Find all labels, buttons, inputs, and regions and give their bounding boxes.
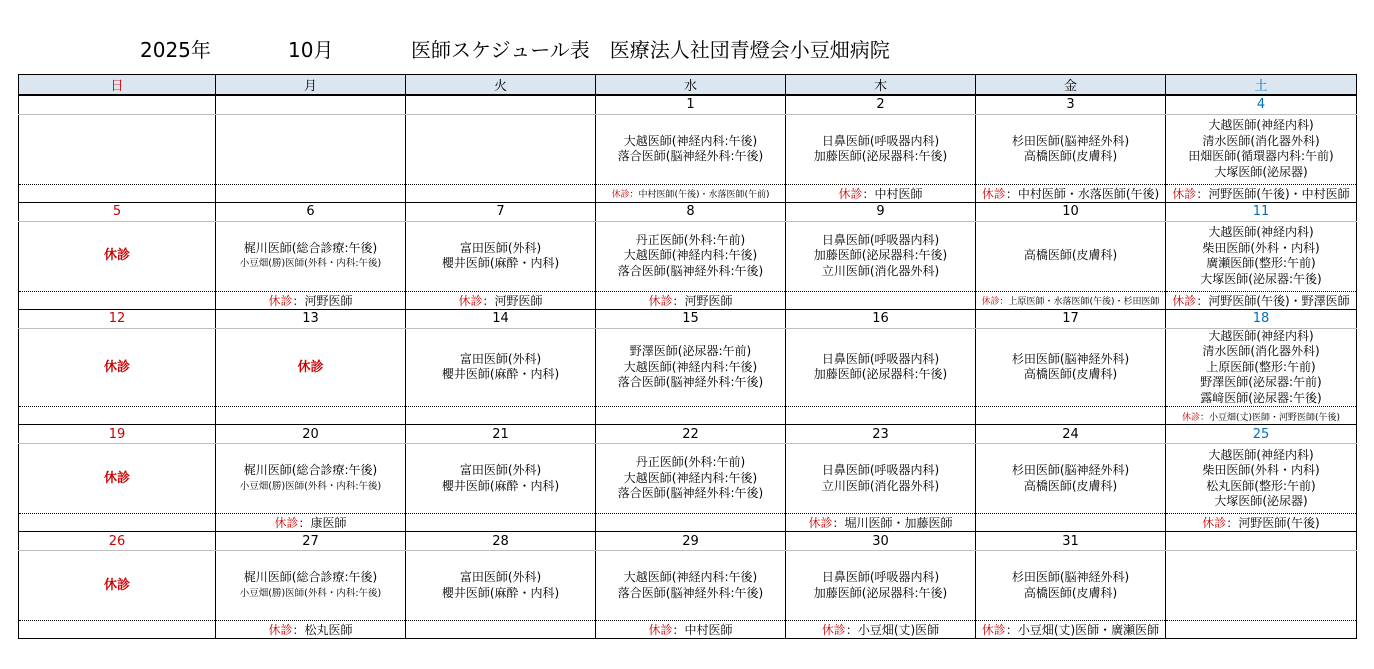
doctor-entry: 柴田医師(外科・内科) xyxy=(1202,240,1320,255)
rest-cell xyxy=(19,514,216,532)
schedule-cell xyxy=(216,328,406,407)
weekday-header: 火 xyxy=(406,75,596,96)
doctor-entry: 廣瀬医師(整形:午前) xyxy=(1206,256,1316,270)
rest-cell xyxy=(216,291,406,309)
rest-doctors: ：上原医師・水落医師(午後)・杉田医師 xyxy=(999,297,1160,307)
doctor-entry: 日鼻医師(呼吸器内科) xyxy=(821,463,940,477)
schedule-cell xyxy=(596,221,786,291)
rest-prefix: 休診 xyxy=(981,186,1006,201)
doctor-entry: 加藤医師(泌尿器科:午後) xyxy=(813,367,948,382)
doctor-entry: 小豆畑(勝)医師(外科・内科:午後) xyxy=(239,258,382,269)
doctor-entry: 露﨑医師(泌尿器:午後) xyxy=(1200,390,1322,405)
doctor-entry: 清水医師(消化器外科) xyxy=(1202,133,1320,148)
weekday-header: 水 xyxy=(596,75,786,96)
schedule-cell xyxy=(406,221,596,291)
date-number: 31 xyxy=(976,532,1166,551)
doctor-entry: 高橋医師(皮膚科) xyxy=(1023,585,1118,600)
schedule-cell xyxy=(406,328,596,407)
schedule-cell xyxy=(786,551,976,621)
closed-label: 休診 xyxy=(297,359,324,375)
closed-label: 休診 xyxy=(103,359,130,375)
doctor-entry: 丹正医師(外科:午前) xyxy=(635,455,746,470)
date-number: 11 xyxy=(1166,202,1357,221)
weekday-header: 月 xyxy=(216,75,406,96)
date-row xyxy=(19,425,1357,444)
doctor-entry: 加藤医師(泌尿器科:午後) xyxy=(813,585,948,600)
doctor-entry: 杉田医師(脳神経外科) xyxy=(1011,570,1130,584)
doctor-entry: 杉田医師(脳神経外科) xyxy=(1011,463,1130,477)
rest-prefix: 休診 xyxy=(1172,293,1197,308)
doctor-entry: 大越医師(神経内科:午後) xyxy=(623,133,758,148)
rest-prefix: 休診 xyxy=(268,623,293,637)
date-number: 7 xyxy=(406,202,596,221)
schedule-row xyxy=(19,114,1357,184)
doctor-entry: 落合医師(脳神経外科:午後) xyxy=(617,263,764,278)
schedule-row xyxy=(19,221,1357,291)
date-number: 18 xyxy=(1166,309,1357,328)
date-number: 30 xyxy=(786,532,976,551)
schedule-cell xyxy=(1166,444,1357,514)
rest-cell xyxy=(19,621,216,639)
rest-row xyxy=(19,621,1357,639)
date-number: 16 xyxy=(786,309,976,328)
doctor-entry: 大越医師(神経内科) xyxy=(1208,118,1314,132)
closed-label: 休診 xyxy=(103,248,130,264)
rest-prefix: 休診 xyxy=(821,623,846,637)
doctor-entry: 落合医師(脳神経外科:午後) xyxy=(617,149,764,163)
schedule-cell xyxy=(19,221,216,291)
calendar-body xyxy=(19,75,1357,639)
date-number: 27 xyxy=(216,532,406,551)
date-number: 15 xyxy=(596,309,786,328)
doctor-entry: 大越医師(神経内科) xyxy=(1208,447,1314,462)
date-number: 21 xyxy=(406,425,596,444)
rest-doctors: ：中村医師 xyxy=(672,623,733,637)
rest-cell xyxy=(406,514,596,532)
date-number: 23 xyxy=(786,425,976,444)
weekday-header: 木 xyxy=(786,75,976,96)
doctor-entry: 高橋医師(皮膚科) xyxy=(1023,478,1118,493)
rest-prefix: 休診 xyxy=(648,293,673,308)
doctor-entry: 日鼻医師(呼吸器内科) xyxy=(821,570,940,584)
date-number: 10 xyxy=(976,202,1166,221)
doctor-entry: 松丸医師(整形:午前) xyxy=(1206,478,1316,493)
rest-prefix: 休診 xyxy=(808,516,833,530)
schedule-cell xyxy=(19,114,216,184)
schedule-cell xyxy=(406,444,596,514)
doctor-entry: 丹正医師(外科:午前) xyxy=(635,232,746,247)
rest-prefix: 休診 xyxy=(611,190,630,200)
schedule-cell xyxy=(1166,114,1357,184)
rest-cell xyxy=(596,407,786,425)
doctor-entry: 富田医師(外科) xyxy=(459,240,542,255)
rest-cell xyxy=(406,291,596,309)
schedule-row xyxy=(19,444,1357,514)
rest-doctors: ：中村医師 xyxy=(862,186,923,201)
rest-cell xyxy=(596,184,786,202)
date-number: 19 xyxy=(19,425,216,444)
schedule-cell xyxy=(786,114,976,184)
rest-row xyxy=(19,514,1357,532)
doctor-entry: 杉田医師(脳神経外科) xyxy=(1011,351,1130,366)
rest-cell xyxy=(406,407,596,425)
rest-doctors: ：中村医師(午後)・水落医師(午前) xyxy=(629,190,770,200)
date-number: 14 xyxy=(406,309,596,328)
date-number: 8 xyxy=(596,202,786,221)
rest-cell xyxy=(19,291,216,309)
weekday-header: 日 xyxy=(19,75,216,96)
rest-prefix: 休診 xyxy=(274,516,299,530)
rest-cell xyxy=(786,291,976,309)
schedule-cell xyxy=(406,114,596,184)
schedule-cell xyxy=(216,114,406,184)
doctor-entry: 柴田医師(外科・内科) xyxy=(1202,463,1320,477)
doctor-entry: 大塚医師(泌尿器) xyxy=(1214,164,1308,179)
schedule-month: 10月 xyxy=(288,38,334,62)
doctor-entry: 櫻井医師(麻酔・内科) xyxy=(441,478,560,493)
date-row xyxy=(19,309,1357,328)
schedule-cell xyxy=(216,551,406,621)
rest-cell xyxy=(976,407,1166,425)
rest-row xyxy=(19,184,1357,202)
date-number: 25 xyxy=(1166,425,1357,444)
rest-cell xyxy=(1166,407,1357,425)
rest-cell xyxy=(216,621,406,639)
doctor-entry: 大塚医師(泌尿器) xyxy=(1214,494,1308,508)
rest-cell xyxy=(786,184,976,202)
schedule-cell xyxy=(786,221,976,291)
rest-cell xyxy=(596,621,786,639)
rest-prefix: 休診 xyxy=(1181,412,1200,423)
schedule-cell xyxy=(596,328,786,407)
date-number: 12 xyxy=(19,309,216,328)
doctor-entry: 大越医師(神経内科:午後) xyxy=(623,570,758,584)
rest-doctors: ：康医師 xyxy=(298,516,347,530)
doctor-entry: 落合医師(脳神経外科:午後) xyxy=(617,375,764,389)
doctor-entry: 立川医師(消化器外科) xyxy=(821,263,940,278)
rest-doctors: ：河野医師 xyxy=(292,293,353,308)
rest-doctors: ：松丸医師 xyxy=(292,623,353,637)
rest-cell xyxy=(976,184,1166,202)
date-number: 1 xyxy=(596,95,786,114)
schedule-cell xyxy=(1166,221,1357,291)
doctor-entry: 大越医師(神経内科:午後) xyxy=(623,470,758,485)
rest-doctors: ：河野医師(午後) xyxy=(1226,516,1320,530)
doctor-entry: 落合医師(脳神経外科:午後) xyxy=(617,486,764,501)
doctor-entry: 高橋医師(皮膚科) xyxy=(1023,248,1118,263)
doctor-entry: 大塚医師(泌尿器:午後) xyxy=(1200,271,1322,286)
date-number xyxy=(1166,532,1357,551)
date-number: 13 xyxy=(216,309,406,328)
doctor-entry: 大越医師(神経内科:午後) xyxy=(623,248,758,263)
rest-prefix: 休診 xyxy=(981,623,1006,637)
rest-cell xyxy=(596,291,786,309)
doctor-entry: 大越医師(神経内科) xyxy=(1208,225,1314,239)
doctor-entry: 日鼻医師(呼吸器内科) xyxy=(821,232,940,247)
date-number: 20 xyxy=(216,425,406,444)
rest-cell xyxy=(596,514,786,532)
schedule-cell xyxy=(976,551,1166,621)
rest-prefix: 休診 xyxy=(1202,516,1227,530)
rest-row xyxy=(19,291,1357,309)
date-number: 5 xyxy=(19,202,216,221)
rest-cell xyxy=(786,621,976,639)
rest-cell xyxy=(216,184,406,202)
rest-cell xyxy=(1166,621,1357,639)
schedule-cell xyxy=(216,444,406,514)
doctor-entry: 富田医師(外科) xyxy=(459,463,542,477)
doctor-entry: 櫻井医師(麻酔・内科) xyxy=(441,256,560,270)
doctor-entry: 立川医師(消化器外科) xyxy=(821,478,940,493)
doctor-entry: 高橋医師(皮膚科) xyxy=(1023,149,1118,163)
date-number: 26 xyxy=(19,532,216,551)
rest-cell xyxy=(406,621,596,639)
rest-doctors: ：小豆畑(丈)医師・廣瀬医師 xyxy=(1005,623,1160,637)
rest-cell xyxy=(786,407,976,425)
rest-doctors: ：中村医師・水落医師(午後) xyxy=(1005,186,1160,201)
schedule-cell xyxy=(976,221,1166,291)
rest-cell xyxy=(216,407,406,425)
date-number xyxy=(406,95,596,114)
date-number xyxy=(216,95,406,114)
date-number: 9 xyxy=(786,202,976,221)
rest-prefix: 休診 xyxy=(1172,186,1197,201)
rest-doctors: ：堀川医師・加藤医師 xyxy=(832,516,953,530)
doctor-entry: 小豆畑(勝)医師(外科・内科:午後) xyxy=(239,587,382,599)
rest-cell xyxy=(216,514,406,532)
schedule-row xyxy=(19,328,1357,407)
schedule-cell xyxy=(1166,551,1357,621)
doctor-entry: 清水医師(消化器外科) xyxy=(1202,344,1320,358)
doctor-entry: 櫻井医師(麻酔・内科) xyxy=(441,367,560,382)
date-number: 3 xyxy=(976,95,1166,114)
rest-cell xyxy=(976,291,1166,309)
doctor-entry: 富田医師(外科) xyxy=(459,570,542,584)
schedule-cell xyxy=(19,551,216,621)
doctor-entry: 杉田医師(脳神経外科) xyxy=(1011,133,1130,148)
schedule-cell xyxy=(786,328,976,407)
date-number: 24 xyxy=(976,425,1166,444)
doctor-entry: 野澤医師(泌尿器:午前) xyxy=(1200,375,1322,389)
rest-doctors: ：河野医師 xyxy=(482,293,543,308)
rest-row xyxy=(19,407,1357,425)
rest-prefix: 休診 xyxy=(268,293,293,308)
rest-doctors: ：河野医師(午後)・中村医師 xyxy=(1196,186,1350,201)
schedule-cell xyxy=(406,551,596,621)
date-number: 6 xyxy=(216,202,406,221)
rest-cell xyxy=(19,407,216,425)
rest-doctors: ：河野医師(午後)・野澤医師 xyxy=(1196,293,1350,308)
date-row xyxy=(19,532,1357,551)
rest-prefix: 休診 xyxy=(981,297,1000,307)
doctor-entry: 加藤医師(泌尿器科:午後) xyxy=(813,248,948,263)
rest-doctors: ：小豆畑(丈)医師・河野医師(午後) xyxy=(1199,412,1341,423)
doctor-entry: 加藤医師(泌尿器科:午後) xyxy=(813,149,948,163)
schedule-cell xyxy=(216,221,406,291)
weekday-header: 土 xyxy=(1166,75,1357,96)
weekday-header-row xyxy=(19,75,1357,96)
doctor-entry: 落合医師(脳神経外科:午後) xyxy=(617,585,764,600)
date-row xyxy=(19,95,1357,114)
schedule-cell xyxy=(596,114,786,184)
closed-label: 休診 xyxy=(103,577,130,593)
doctor-entry: 梶川医師(総合診療:午後) xyxy=(243,570,378,584)
rest-doctors: ：小豆畑(丈)医師 xyxy=(845,623,940,637)
doctor-entry: 上原医師(整形:午前) xyxy=(1206,359,1316,374)
schedule-cell xyxy=(596,551,786,621)
date-number: 2 xyxy=(786,95,976,114)
doctor-entry: 日鼻医師(呼吸器内科) xyxy=(821,351,940,366)
rest-cell xyxy=(1166,514,1357,532)
doctor-entry: 櫻井医師(麻酔・内科) xyxy=(441,585,560,600)
rest-prefix: 休診 xyxy=(838,186,863,201)
schedule-cell xyxy=(976,444,1166,514)
schedule-cell xyxy=(976,114,1166,184)
schedule-cell xyxy=(19,444,216,514)
doctor-entry: 富田医師(外科) xyxy=(459,351,542,366)
schedule-title: 医師スケジュール表 医療法人社団青燈会小豆畑病院 xyxy=(411,38,890,62)
weekday-header: 金 xyxy=(976,75,1166,96)
rest-cell xyxy=(1166,184,1357,202)
doctor-entry: 日鼻医師(呼吸器内科) xyxy=(821,133,940,148)
doctor-entry: 梶川医師(総合診療:午後) xyxy=(243,240,378,255)
schedule-cell xyxy=(1166,328,1357,407)
date-number: 28 xyxy=(406,532,596,551)
schedule-cell xyxy=(786,444,976,514)
doctor-entry: 田畑医師(循環器内科:午前) xyxy=(1188,149,1334,163)
date-number: 17 xyxy=(976,309,1166,328)
doctor-entry: 野澤医師(泌尿器:午前) xyxy=(629,344,752,358)
doctor-entry: 高橋医師(皮膚科) xyxy=(1023,367,1118,382)
date-number xyxy=(19,95,216,114)
rest-prefix: 休診 xyxy=(648,623,673,637)
rest-cell xyxy=(976,621,1166,639)
rest-cell xyxy=(19,184,216,202)
closed-label: 休診 xyxy=(103,470,130,486)
rest-prefix: 休診 xyxy=(458,293,483,308)
schedule-row xyxy=(19,551,1357,621)
date-number: 29 xyxy=(596,532,786,551)
schedule-cell xyxy=(976,328,1166,407)
rest-cell xyxy=(406,184,596,202)
title-row xyxy=(0,36,1374,64)
rest-cell xyxy=(1166,291,1357,309)
rest-doctors: ：河野医師 xyxy=(672,293,733,308)
doctor-entry: 大越医師(神経内科:午後) xyxy=(623,359,758,374)
schedule-cell xyxy=(19,328,216,407)
date-number: 22 xyxy=(596,425,786,444)
doctor-entry: 大越医師(神経内科) xyxy=(1208,328,1314,343)
rest-cell xyxy=(976,514,1166,532)
schedule-cell xyxy=(596,444,786,514)
doctor-entry: 小豆畑(勝)医師(外科・内科:午後) xyxy=(239,480,382,492)
calendar-table xyxy=(18,74,1357,639)
doctor-entry: 梶川医師(総合診療:午後) xyxy=(243,463,378,477)
date-row xyxy=(19,202,1357,221)
date-number: 4 xyxy=(1166,95,1357,114)
rest-cell xyxy=(786,514,976,532)
schedule-year: 2025年 xyxy=(140,38,211,62)
